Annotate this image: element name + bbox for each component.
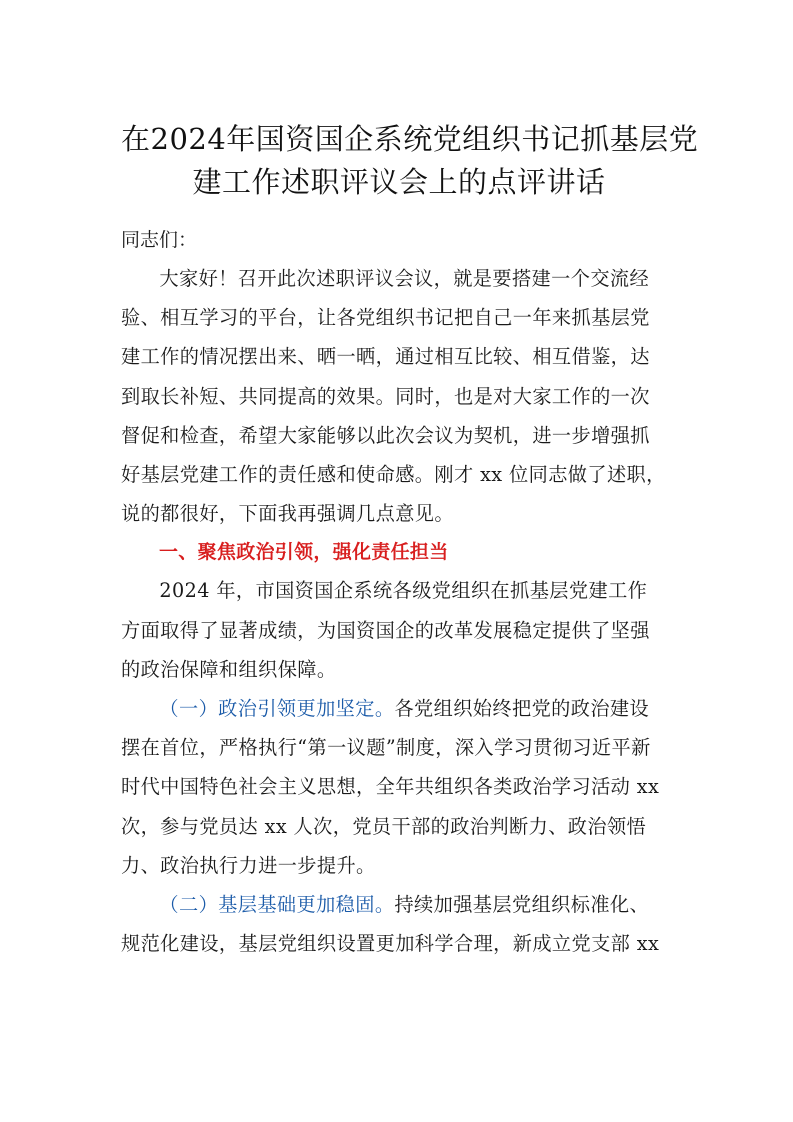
intro-line: 验、相互学习的平台，让各党组织书记把自己一年来抓基层党 xyxy=(121,306,650,330)
intro-line: 大家好！召开此次述职评议会议，就是要搭建一个交流经 xyxy=(159,267,650,290)
subsection-1-first-text: 各党组织始终把党的政治建设 xyxy=(394,697,650,721)
intro-line: 说的都很好，下面我再强调几点意见。 xyxy=(121,502,454,526)
document-title xyxy=(121,118,699,204)
subsection-1-line: 次，参与党员达 xx 人次，党员干部的政治判断力、政治领悟 xyxy=(121,814,647,838)
title-line-2: 建工作述职评议会上的点评讲话 xyxy=(192,165,606,199)
intro-line: 好基层党建工作的责任感和使命感。刚才 xx 位同志做了述职， xyxy=(121,463,666,487)
intro-paragraph xyxy=(121,259,677,533)
section-heading-1: 一、聚焦政治引领，强化责任担当 xyxy=(159,541,449,564)
subsection-2-first-text: 持续加强基层党组织标准化、 xyxy=(394,893,650,917)
greeting: 同志们： xyxy=(121,229,198,251)
subsection-2-paragraph xyxy=(121,885,677,963)
intro-line: 建工作的情况摆出来、晒一晒，通过相互比较、相互借鉴，达 xyxy=(121,345,650,369)
subsection-1-label: （一）政治引领更加坚定。 xyxy=(159,697,395,721)
title-line-1: 在2024年国资国企系统党组织书记抓基层党 xyxy=(121,122,699,156)
intro-line: 督促和检查，希望大家能够以此次会议为契机，进一步增强抓 xyxy=(121,423,650,447)
intro-line: 到取长补短、共同提高的效果。同时，也是对大家工作的一次 xyxy=(121,384,650,408)
section1-line: 的政治保障和组织保障。 xyxy=(121,657,337,681)
subsection-1-line: 力、政治执行力进一步提升。 xyxy=(121,853,376,877)
subsection-1-line: 摆在首位，严格执行“第一议题”制度，深入学习贯彻习近平新 xyxy=(121,736,651,760)
document-page xyxy=(121,118,699,963)
subsection-2-first-line xyxy=(121,885,677,924)
subsection-1-first-line xyxy=(121,689,677,728)
section1-line: 2024 年，市国资国企系统各级党组织在抓基层党建工作 xyxy=(159,579,648,603)
subsection-2-line: 规范化建设，基层党组织设置更加科学合理，新成立党支部 xx xyxy=(121,932,660,956)
subsection-1-paragraph xyxy=(121,689,677,885)
section1-line: 方面取得了显著成绩，为国资国企的改革发展稳定提供了坚强 xyxy=(121,618,650,642)
subsection-1-line: 时代中国特色社会主义思想，全年共组织各类政治学习活动 xx xyxy=(121,775,660,799)
section1-paragraph xyxy=(121,571,677,689)
subsection-2-label: （二）基层基础更加稳固。 xyxy=(159,893,395,917)
